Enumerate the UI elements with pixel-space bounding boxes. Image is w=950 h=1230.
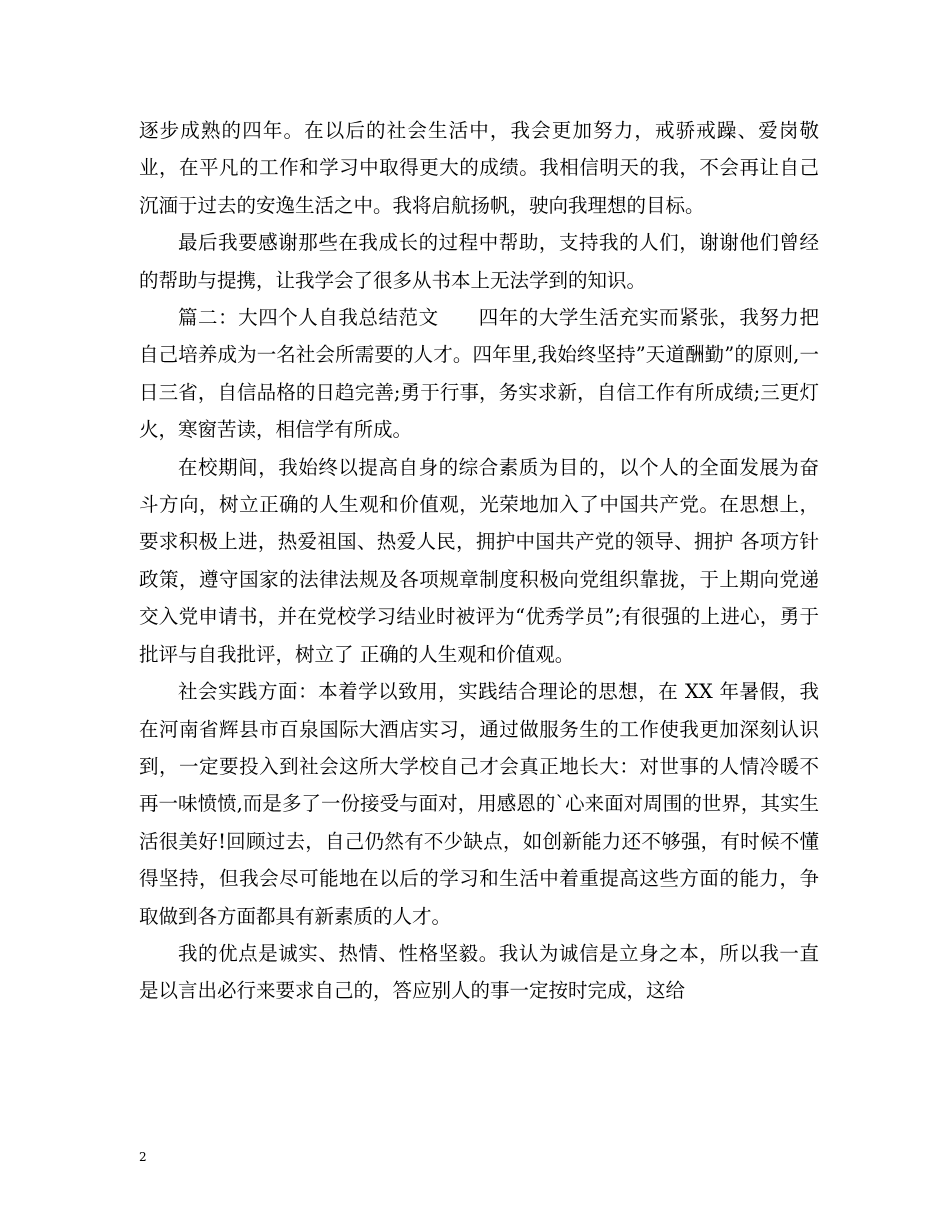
paragraph-1: 逐步成熟的四年。在以后的社会生活中，我会更加努力，戒骄戒躁、爱岗敬业，在平凡的工作和学习中取得更大的成绩。我相信明天的我，不会再让自己沉湎于过去的安逸生活之中。我将启航扬帆，驶向我理想的目标。 [139, 119, 819, 217]
document-body [139, 112, 819, 1010]
page-number: 2 [139, 1150, 147, 1164]
paragraph-6: 我的优点是诚实、热情、性格坚毅。我认为诚信是立身之本，所以我一直是以言出必行来要求自己的，答应别人的事一定按时完成，这给 [139, 941, 819, 1003]
paragraph-2: 最后我要感谢那些在我成长的过程中帮助，支持我的人们，谢谢他们曾经的帮助与提携，让我学会了很多从书本上无法学到的知识。 [139, 231, 819, 292]
paragraph-5: 社会实践方面：本着学以致用，实践结合理论的思想，在 XX 年暑假，我在河南省辉县市百泉国际大酒店实习，通过做服务生的工作使我更加深刻认识到，一定要投入到社会这所大学校自己才会真正地长大：对世事的人情冷暖不再一味愤愤,而是多了一份接受与面对，用感恩的`心来面对周围的世界，其实生活很美好!回顾过去，自己仍然有不少缺点，如创新能力还不够强，有时候不懂得坚持，但我会尽可能地在以后的学习和生活中着重提高这些方面的能力，争取做到各方面都具有新素质的人才。 [139, 680, 819, 928]
paragraph-3: 篇二：大四个人自我总结范文 四年的大学生活充实而紧张，我努力把自己培养成为一名社会所需要的人才。四年里,我始终坚持”天道酬勤”的原则,一日三省，自信品格的日趋完善;勇于行事，务实求新，自信工作有所成绩;三更灯火，寒窗苦读，相信学有所成。 [139, 306, 819, 442]
paragraph-4: 在校期间，我始终以提高自身的综合素质为目的，以个人的全面发展为奋斗方向，树立正确的人生观和价值观，光荣地加入了中国共产党。在思想上，要求积极上进，热爱祖国、热爱人民，拥护中国共产党的领导、拥护 各项方针政策，遵守国家的法律法规及各项规章制度积极向党组织靠拢，于上期向党递交入党申请书，并在党校学习结业时被评为“优秀学员”;有很强的上进心，勇于批评与自我批评，树立了 正确的人生观和价值观。 [139, 455, 819, 666]
